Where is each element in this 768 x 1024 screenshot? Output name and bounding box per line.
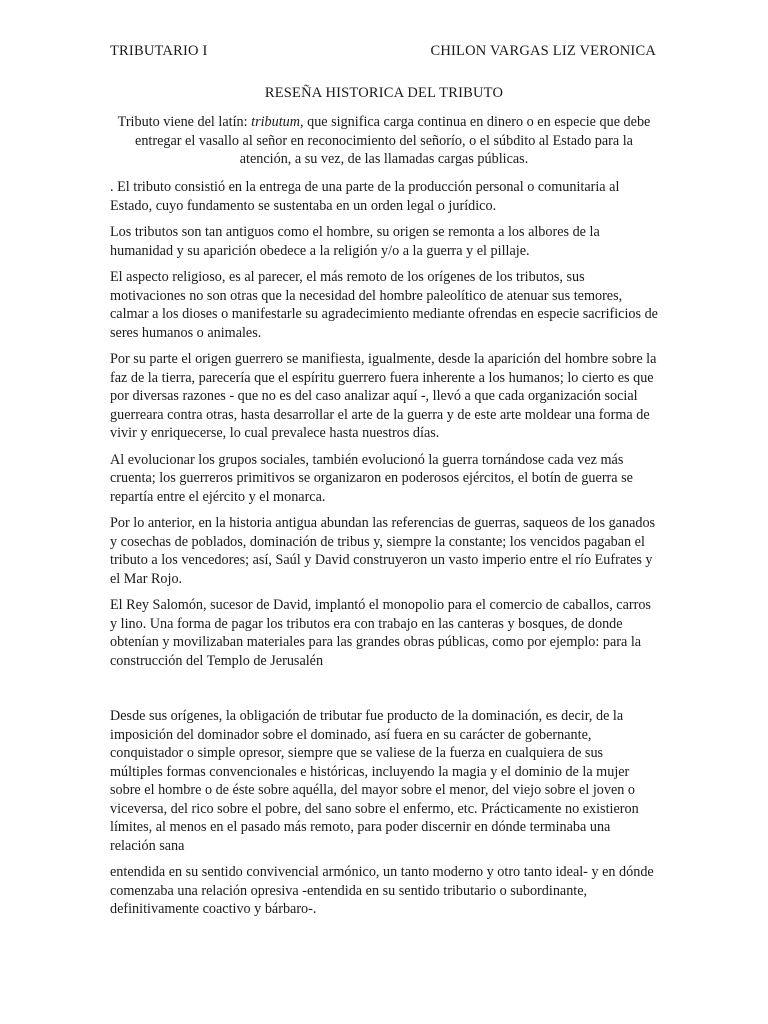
- intro-latin-term: tributum: [251, 114, 300, 130]
- paragraph-origin: Los tributos son tan antiguos como el hombre, su origen se remonta a los albores de la humanidad y su aparición obedece a la religión y/o a la guerra y el pillaje.: [110, 224, 600, 259]
- header-course: TRIBUTARIO I: [110, 43, 208, 59]
- paragraph-king-solomon: El Rey Salomón, sucesor de David, implantó el monopolio para el comercio de caballos, carros y lino. Una forma de pagar los tributos era con trabajo en las canteras y bosques, de donde obtenían y movilizaban materiales para las grandes obras públicas, como por ejemplo: para la construcción del Templo de Jerusalén: [110, 597, 651, 669]
- page-header: [110, 43, 656, 60]
- intro-text-before: Tributo viene del latín:: [117, 114, 252, 130]
- paragraph-warrior-origin: Por su parte el origen guerrero se manifiesta, igualmente, desde la aparición del hombre sobre la faz de la tierra, parecería que el espíritu guerrero fuera inherente a los humanos; lo cierto es que por diversas razones - que no es del caso analizar aquí -, llevó a que cada organización social guerreara contra otras, hasta desarrollar el arte de la guerra y de este arte moldear una forma de vivir y enriquecerse, lo cual prevalece hasta nuestros días.: [110, 351, 657, 441]
- intro-paragraph: [115, 113, 653, 169]
- paragraph-domination: Desde sus orígenes, la obligación de tributar fue producto de la dominación, es decir, de la imposición del dominador sobre el dominado, así fuera en su carácter de gobernante, conquistador o simple opresor, siempre que se valiese de la fuerza en cualquiera de sus múltiples formas convencionales e históricas, incluyendo la magia y el dominio de la mujer sobre el hombre o de éste sobre aquélla, del mayor sobre el menor, del viejo sobre el joven o viceversa, del rico sobre el pobre, del sano sobre el enfermo, etc. Prácticamente no existieron límites, al menos en el pasado más remoto, para poder discernir en dónde terminaba una relación sana: [110, 708, 639, 854]
- document-title: RESEÑA HISTORICA DEL TRIBUTO: [264, 85, 504, 101]
- header-author: CHILON VARGAS LIZ VERONICA: [430, 43, 656, 59]
- paragraph-ancient-history: Por lo anterior, en la historia antigua abundan las referencias de guerras, saqueos de los ganados y cosechas de poblados, dominación de tribus y, siempre la constante; los vencidos pagaban el tributo a los vencedores; así, Saúl y David construyeron un vasto imperio entre el río Eufrates y el Mar Rojo.: [110, 515, 656, 587]
- paragraph-religious-aspect: El aspecto religioso, es al parecer, el más remoto de los orígenes de los tributos, sus motivaciones no son otras que la necesidad del hombre paleolítico de atenuar sus temores, calmar a los dioses o manifestarle su agradecimiento mediante ofrendas en especie sacrificios de seres humanos o animales.: [110, 269, 658, 341]
- paragraph-oppressive-relation: entendida en su sentido convivencial armónico, un tanto moderno y otro tanto ideal- y en dónde comenzaba una relación opresiva -entendida en su sentido tributario o subordinante, definitivamente coactivo y bárbaro-.: [110, 864, 654, 917]
- document-body: [110, 178, 658, 927]
- paragraph-social-evolution: Al evolucionar los grupos sociales, también evolucionó la guerra tornándose cada vez más cruenta; los guerreros primitivos se organizaron en poderosos ejércitos, el botín de guerra se repartía entre el ejército y el monarca.: [110, 451, 633, 505]
- paragraph-tribute-definition: . El tributo consistió en la entrega de una parte de la producción personal o comunitaria al Estado, cuyo fundamento se sustentaba en un orden legal o jurídico.: [110, 179, 620, 214]
- intro-text-after: , que significa carga continua en dinero o en especie que debe entregar el vasallo al señor en reconocimiento del señorío, o el súbdito al Estado para la atención, a su vez, de las llamadas cargas públicas.: [135, 114, 651, 167]
